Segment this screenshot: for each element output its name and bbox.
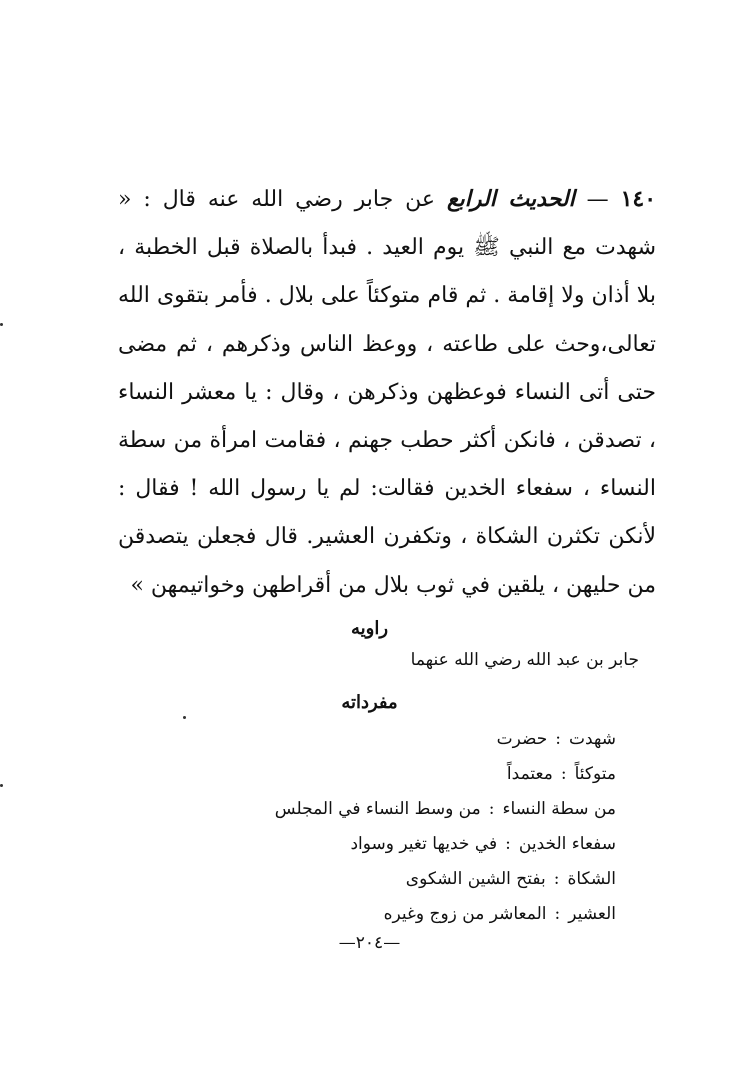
scan-speck <box>0 323 3 326</box>
vocab-term: سفعاء الخدين <box>518 834 616 854</box>
narrator-text: جابر بن عبد الله رضي الله عنهما <box>410 650 639 670</box>
vocab-term: العشير <box>568 904 616 924</box>
vocab-meaning: بفتح الشين الشكوى <box>405 869 546 889</box>
vocab-row <box>296 757 616 792</box>
scan-speck <box>0 784 3 787</box>
hadith-text: عن جابر رضي الله عنه قال : « شهدت مع النبي ﷺ يوم العيد . فبدأ بالصلاة قبل الخطبة ، بلا أذان ولا إقامة . ثم قام متوكئاً على بلال . فأمر بتقوى الله تعالى،وحث على طاعته ، ووعظ الناس وذكرهم ، ثم مضى حتى أتى النساء فوعظهن وذكرهن ، وقال : يا معشر النساء ، تصدقن ، فانكن أكثر حطب جهنم ، فقامت امرأة من سطة النساء ، سفعاء الخدين فقالت: لم يا رسول الله ! فقال : لأنكن تكثرن الشكاة ، وتكفرن العشير. قال فجعلن يتصدقن من حليهن ، يلقين في ثوب بلال من أقراطهن وخواتيمهن » <box>118 187 656 598</box>
vocab-term: متوكئاً <box>574 764 616 784</box>
vocab-row <box>296 862 616 897</box>
vocab-meaning: معتمداً <box>506 764 553 784</box>
hadith-paragraph <box>118 175 656 610</box>
vocab-meaning: حضرت <box>496 729 548 749</box>
vocab-separator: : <box>560 764 567 784</box>
vocab-meaning: من وسط النساء في المجلس <box>274 799 481 819</box>
vocab-row <box>296 897 616 932</box>
hadith-number: ١٤٠ <box>620 186 657 212</box>
page-number: —٢٠٤— <box>338 933 401 953</box>
vocab-row <box>274 792 616 827</box>
vocab-separator: : <box>555 729 561 749</box>
vocab-separator: : <box>554 904 561 924</box>
scan-speck <box>183 716 186 719</box>
vocab-meaning: المعاشر من زوج وغيره <box>383 904 547 924</box>
hadith-dash: — <box>586 187 609 212</box>
vocab-separator: : <box>488 799 495 819</box>
vocab-meaning: في خديها تغير وسواد <box>350 834 498 854</box>
vocab-term: شهدت <box>568 729 616 749</box>
vocab-row <box>296 722 616 757</box>
vocab-separator: : <box>553 869 560 889</box>
narrator-heading: راويه <box>350 618 389 639</box>
vocab-list <box>274 722 616 932</box>
vocab-heading: مفرداته <box>341 692 398 713</box>
hadith-title: الحديث الرابع <box>446 186 575 212</box>
vocab-row <box>296 827 616 862</box>
vocab-term: الشكاة <box>567 869 616 889</box>
vocab-term: من سطة النساء <box>502 799 616 819</box>
vocab-separator: : <box>505 834 511 854</box>
